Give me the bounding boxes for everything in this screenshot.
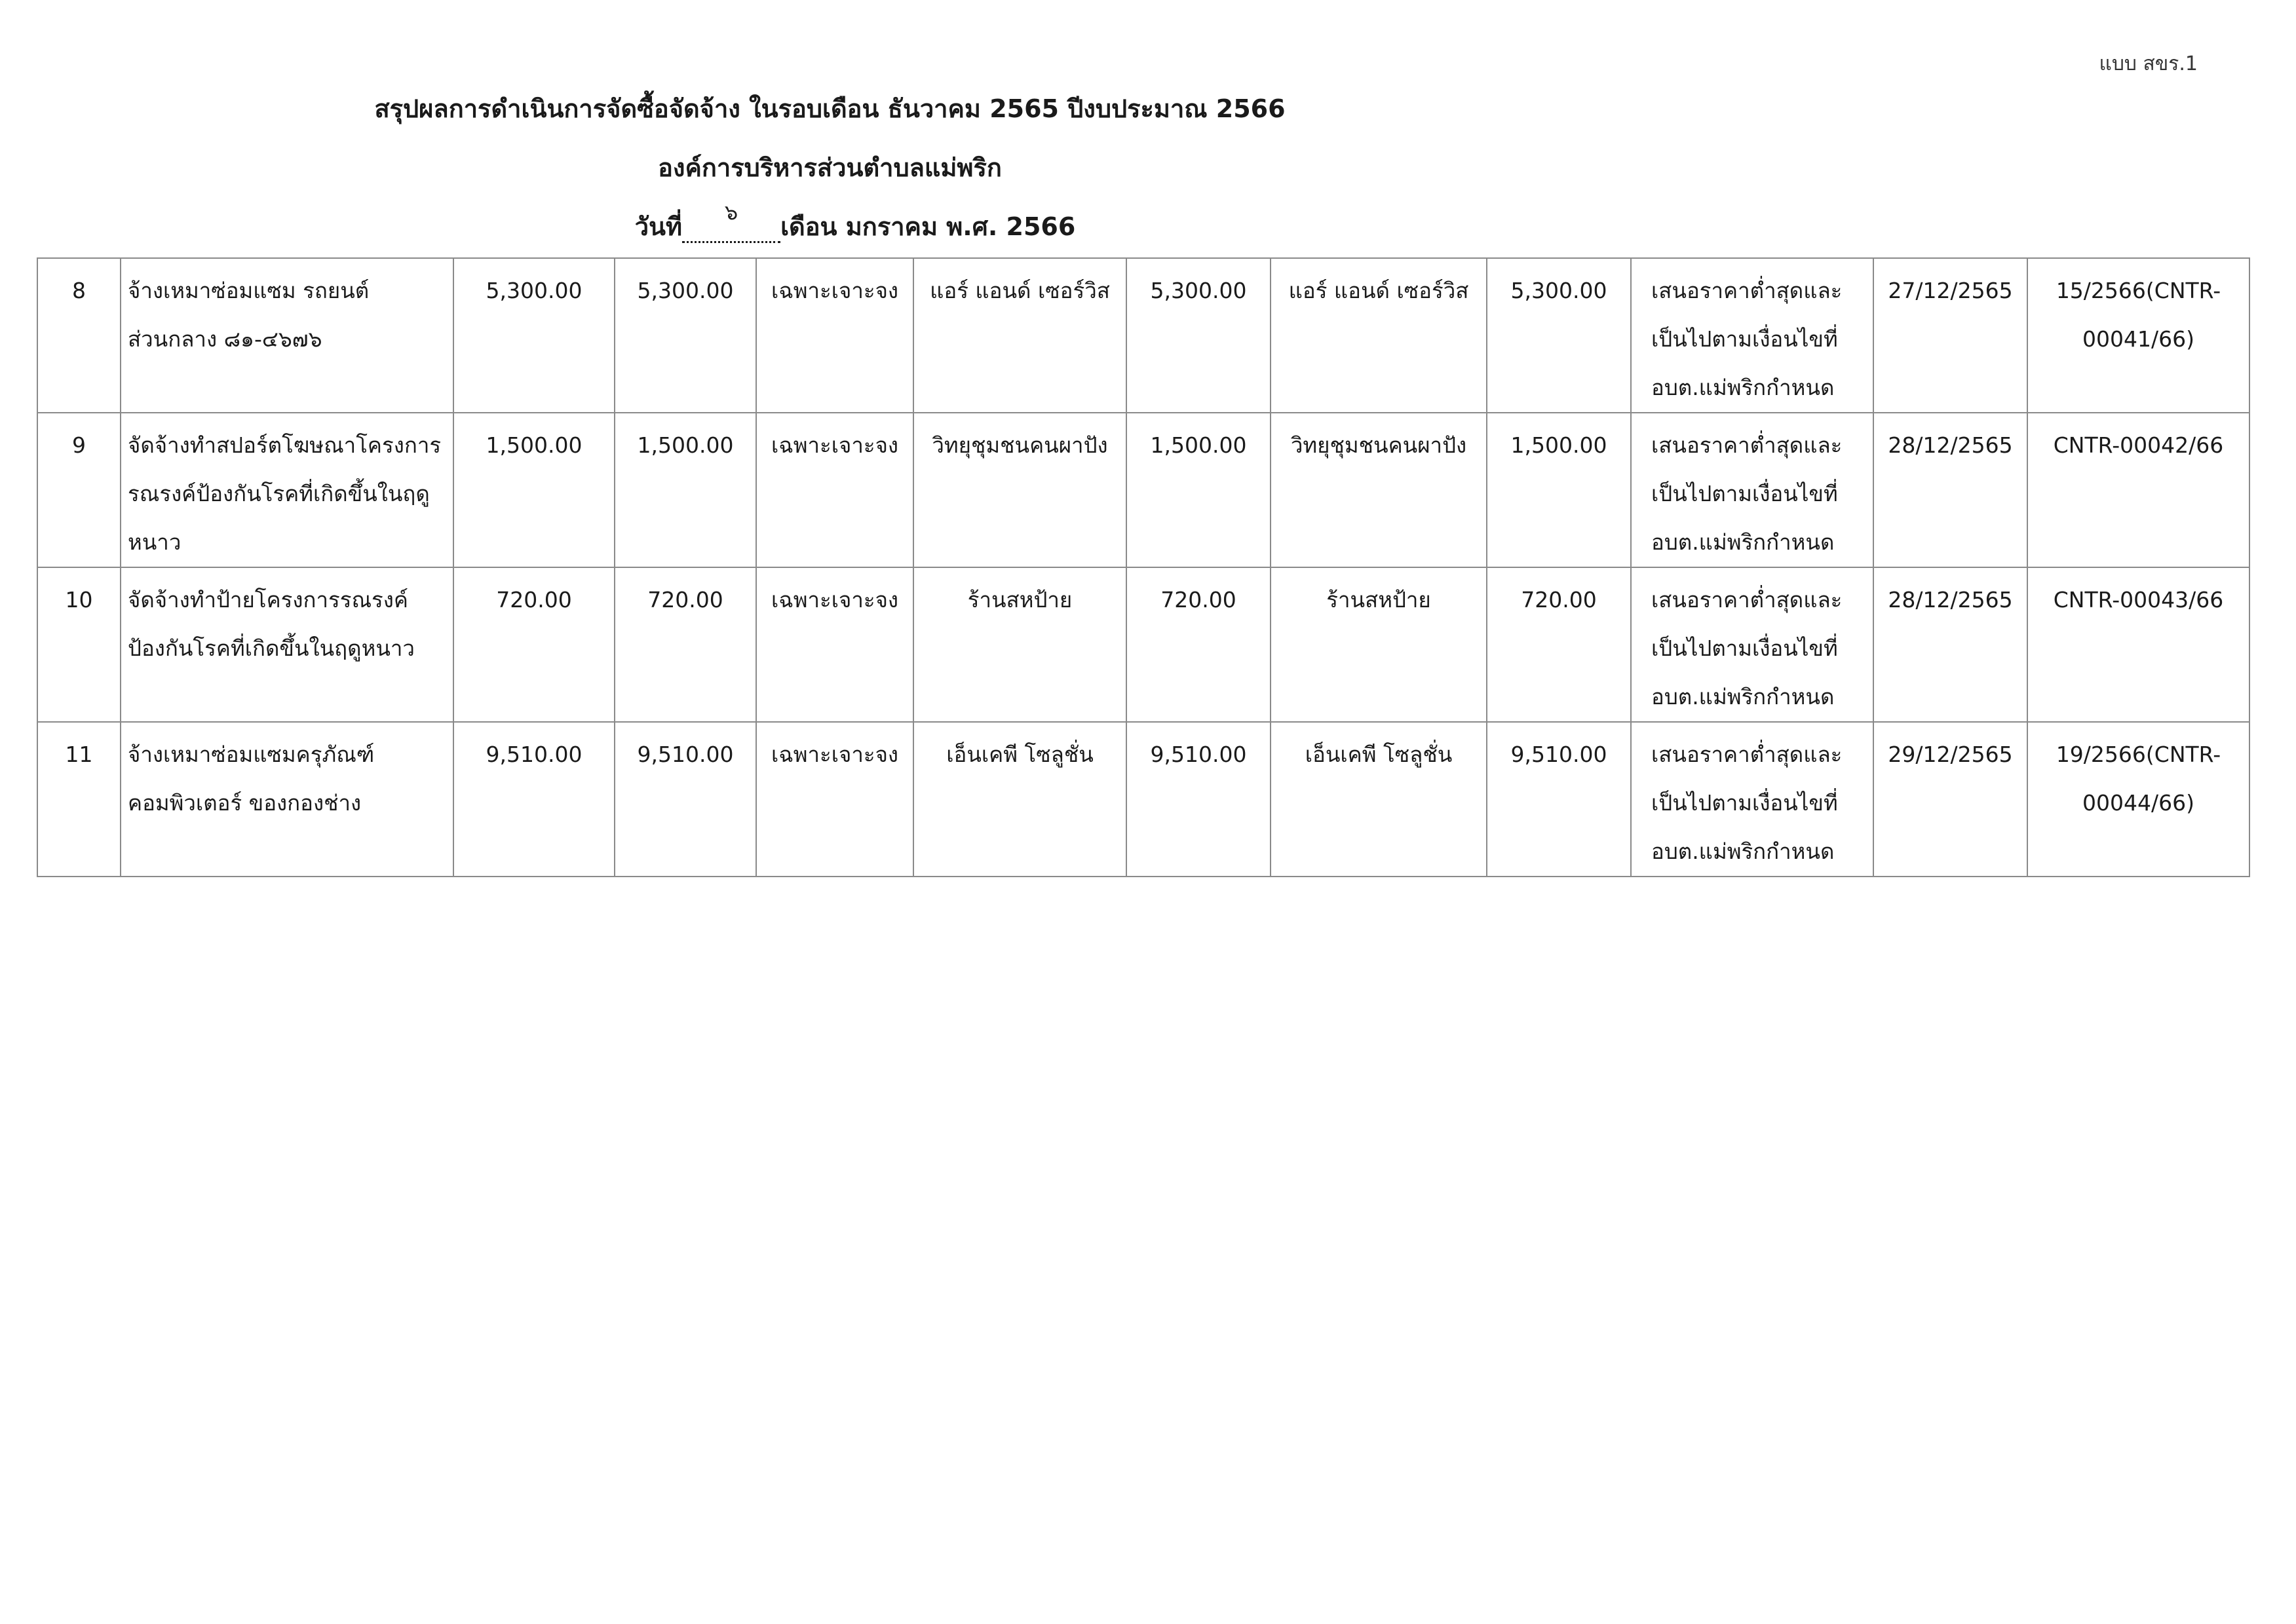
selection-reason (1631, 258, 1873, 413)
median-price: 5,300.00 (615, 258, 756, 413)
item-description-line: ส่วนกลาง ๘๑-๔๖๗๖ (128, 326, 322, 352)
contract-number-line: 00044/66) (2082, 790, 2194, 816)
contract-date: 27/12/2565 (1873, 258, 2027, 413)
contract-date: 28/12/2565 (1873, 413, 2027, 567)
selection-reason-line: เป็นไปตามเงื่อนไขที่ (1651, 635, 1838, 661)
item-description-line: จัดจ้างทำป้ายโครงการรณรงค์ (128, 587, 408, 613)
winner-name: วิทยุชุมชนคนผาปัง (1271, 413, 1487, 567)
selection-reason-line: อบต.แม่พริกกำหนด (1651, 839, 1835, 864)
bid-price: 9,510.00 (1126, 722, 1271, 877)
procurement-method: เฉพาะเจาะจง (756, 258, 913, 413)
winning-price: 5,300.00 (1487, 258, 1631, 413)
median-price: 1,500.00 (615, 413, 756, 567)
item-description-line: จ้างเหมาซ่อมแซมครุภัณฑ์ (128, 742, 375, 767)
winning-price: 9,510.00 (1487, 722, 1631, 877)
bid-price: 720.00 (1126, 567, 1271, 722)
selection-reason-line: อบต.แม่พริกกำหนด (1651, 529, 1835, 555)
item-description-line: คอมพิวเตอร์ ของกองช่าง (128, 790, 362, 816)
date-day-handwritten: ๖ (724, 200, 738, 225)
contract-number (2027, 258, 2249, 413)
selection-reason-line: เป็นไปตามเงื่อนไขที่ (1651, 481, 1838, 506)
contract-date: 28/12/2565 (1873, 567, 2027, 722)
contract-number-line: 00041/66) (2082, 326, 2194, 352)
selection-reason-line: เสนอราคาต่ำสุดและ (1651, 587, 1843, 613)
median-price: 9,510.00 (615, 722, 756, 877)
winner-name: ร้านสหป้าย (1271, 567, 1487, 722)
table-row (37, 413, 2249, 567)
contract-number (2027, 722, 2249, 877)
procurement-method: เฉพาะเจาะจง (756, 413, 913, 567)
budget-amount: 5,300.00 (453, 258, 615, 413)
table-row (37, 258, 2249, 413)
bid-price: 5,300.00 (1126, 258, 1271, 413)
item-description-line: จัดจ้างทำสปอร์ตโฆษณาโครงการ (128, 432, 442, 458)
winning-price: 720.00 (1487, 567, 1631, 722)
selection-reason-line: เสนอราคาต่ำสุดและ (1651, 432, 1843, 458)
form-code: แบบ สขร.1 (2099, 52, 2198, 75)
selection-reason-line: เสนอราคาต่ำสุดและ (1651, 742, 1843, 767)
row-number: 9 (37, 413, 121, 567)
bidder-name: แอร์ แอนด์ เซอร์วิส (913, 258, 1126, 413)
bidder-name: วิทยุชุมชนคนผาปัง (913, 413, 1126, 567)
date-suffix: เดือน มกราคม พ.ศ. 2566 (780, 212, 1076, 241)
selection-reason-line: อบต.แม่พริกกำหนด (1651, 684, 1835, 709)
bid-price: 1,500.00 (1126, 413, 1271, 567)
item-description (121, 722, 453, 877)
document-title: สรุปผลการดำเนินการจัดซื้อจัดจ้าง ในรอบเดือน ธันวาคม 2565 ปีงบประมาณ 2566 (374, 94, 1286, 123)
contract-date: 29/12/2565 (1873, 722, 2027, 877)
table-body (37, 258, 2249, 877)
selection-reason-line: เป็นไปตามเงื่อนไขที่ (1651, 790, 1838, 816)
item-description-line: จ้างเหมาซ่อมแซม รถยนต์ (128, 278, 370, 303)
procurement-method: เฉพาะเจาะจง (756, 722, 913, 877)
selection-reason (1631, 413, 1873, 567)
item-description-line: รณรงค์ป้องกันโรคที่เกิดขึ้นในฤดู (128, 481, 430, 506)
item-description (121, 567, 453, 722)
contract-number-line: 15/2566(CNTR- (2056, 278, 2221, 303)
budget-amount: 1,500.00 (453, 413, 615, 567)
contract-number-line: 19/2566(CNTR- (2056, 742, 2221, 767)
item-description (121, 413, 453, 567)
date-prefix: วันที่ (634, 212, 683, 241)
bidder-name: ร้านสหป้าย (913, 567, 1126, 722)
procurement-table (37, 257, 2250, 877)
table-row (37, 567, 2249, 722)
selection-reason-line: เป็นไปตามเงื่อนไขที่ (1651, 326, 1838, 352)
row-number: 11 (37, 722, 121, 877)
selection-reason-line: อบต.แม่พริกกำหนด (1651, 375, 1835, 400)
selection-reason (1631, 567, 1873, 722)
table-row (37, 722, 2249, 877)
row-number: 8 (37, 258, 121, 413)
contract-number-line: CNTR-00043/66 (2053, 587, 2224, 613)
median-price: 720.00 (615, 567, 756, 722)
contract-number-line: CNTR-00042/66 (2053, 432, 2224, 458)
item-description-line: หนาว (128, 529, 182, 555)
winner-name: แอร์ แอนด์ เซอร์วิส (1271, 258, 1487, 413)
budget-amount: 720.00 (453, 567, 615, 722)
row-number: 10 (37, 567, 121, 722)
item-description-line: ป้องกันโรคที่เกิดขึ้นในฤดูหนาว (128, 635, 415, 661)
selection-reason-line: เสนอราคาต่ำสุดและ (1651, 278, 1843, 303)
selection-reason (1631, 722, 1873, 877)
winner-name: เอ็นเคพี โซลูชั่น (1271, 722, 1487, 877)
procurement-method: เฉพาะเจาะจง (756, 567, 913, 722)
organization-name: องค์การบริหารส่วนตำบลแม่พริก (658, 153, 1002, 182)
date-day-field (682, 200, 780, 243)
bidder-name: เอ็นเคพี โซลูชั่น (913, 722, 1126, 877)
contract-number (2027, 413, 2249, 567)
contract-number (2027, 567, 2249, 722)
budget-amount: 9,510.00 (453, 722, 615, 877)
item-description (121, 258, 453, 413)
document-date (0, 200, 1710, 243)
winning-price: 1,500.00 (1487, 413, 1631, 567)
